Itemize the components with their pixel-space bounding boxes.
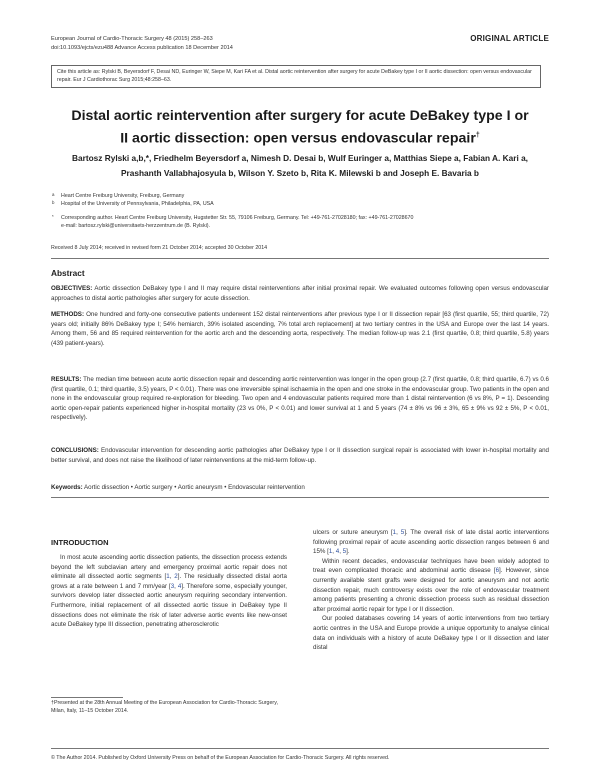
ref-link[interactable]: 5 — [400, 529, 405, 536]
ref-link[interactable]: 1 — [166, 573, 170, 581]
divider-footer — [51, 748, 549, 749]
corresponding-text: Corresponding author. Heart Centre Freiburg University, Hugstetter Str. 55, 79106 Freiburg, Germany. Tel: +49-761-27028180; fax: +49-761-27028670 — [61, 215, 414, 221]
ref-link[interactable]: 2 — [174, 573, 178, 581]
copyright-footer: © The Author 2014. Published by Oxford University Press on behalf of the European Association for Cardio-Thoracic Surgery. All rights reserved. — [51, 755, 390, 761]
intro-left-column — [51, 553, 287, 630]
footnote-divider — [51, 697, 123, 698]
article-title-text: Distal aortic reintervention after surgery for acute DeBakey type I or II aortic dissection: open versus endovascular repair — [71, 108, 529, 147]
ref-link[interactable]: 4 — [177, 582, 182, 590]
title-dagger: † — [475, 132, 480, 139]
author-line-2: Prashanth Vallabhajosyula b, Wilson Y. Szeto b, Rita K. Milewski b and Joseph E. Bavaria b — [120, 168, 480, 178]
intro-paragraph-3: Our pooled databases covering 14 years of aortic interventions from two tertiary aortic centres in the USA and Europe provide a unique opportunity to analyse clinical data on individuals with a history of acute DeBakey type I or II dissection and later distal — [313, 615, 549, 652]
conclusions-label: CONCLUSIONS: — [51, 447, 99, 454]
author-line-1: Bartosz Rylski a,b,*, Friedhelm Beyersdorf a, Nimesh D. Desai b, Wulf Euringer a, Matthias Siepe a, Fabian A. Kari a, — [71, 153, 528, 163]
received-dates: Received 8 July 2014; received in revised form 21 October 2014; accepted 30 October 2014 — [51, 245, 268, 251]
affiliation-b-text: Hospital of the University of Pennsylvania, Philadelphia, PA, USA — [61, 201, 214, 207]
ref-link[interactable]: 6 — [495, 567, 500, 575]
divider-abstract-end — [51, 497, 549, 498]
article-title — [70, 106, 530, 149]
keywords-text: Aortic dissection • Aortic surgery • Aortic aneurysm • Endovascular reintervention — [84, 484, 305, 491]
author-list — [58, 151, 542, 181]
intro-paragraph-1-cont: ulcers or suture aneurysm [1, 5]. The overall risk of late distal aortic interventions following proximal repair of acute ascending aortic dissection ranges between 6 and 15% [1, 4, 5]. — [313, 529, 549, 556]
journal-doi: doi:10.1093/ejcts/ezu488 Advance Access publication 18 December 2014 — [51, 45, 233, 51]
article-type-label: ORIGINAL ARTICLE — [470, 34, 549, 43]
corresponding-email-text[interactable]: e-mail: bartosz.rylski@universitaets-herzzentrum.de (B. Rylski). — [61, 223, 211, 229]
intro-right-column — [313, 528, 549, 653]
introduction-heading: INTRODUCTION — [51, 538, 109, 547]
affiliation-a-text: Heart Centre Freiburg University, Freiburg, Germany — [61, 193, 185, 199]
abstract-results — [51, 375, 549, 423]
intro-paragraph-2: Within recent decades, endovascular techniques have been widely adopted to treat even complicated thoracic and abdominal aortic disease [6]. However, since currently available stent grafts were designed for aortic aneurysm and not aortic dissection repair, much controversy exists over the role of endovascular treatment among patients presenting a chronic dissection process such as residual dissection after proximal aortic repair for type I or II dissection. — [313, 557, 549, 613]
corresponding-email[interactable] — [51, 222, 551, 230]
divider-top — [51, 258, 549, 259]
corresponding-author — [51, 214, 551, 222]
abstract-objectives — [51, 284, 549, 303]
journal-citation: European Journal of Cardio-Thoracic Surgery 48 (2015) 258–263 — [51, 36, 213, 42]
ref-link[interactable]: 1 — [392, 529, 397, 536]
keywords-label: Keywords: — [51, 484, 83, 491]
affiliation-a — [51, 192, 551, 200]
objectives-label: OBJECTIVES: — [51, 285, 93, 292]
footnote: †Presented at the 28th Annual Meeting of the European Association for Cardio-Thoracic Surgery, Milan, Italy, 11–15 October 2014. — [51, 700, 278, 714]
affiliations — [51, 192, 551, 230]
abstract-heading: Abstract — [51, 268, 85, 278]
abstract-conclusions — [51, 446, 549, 465]
ref-link[interactable]: 5 — [342, 548, 347, 556]
corresponding-mark: * — [52, 214, 54, 219]
keywords — [51, 484, 305, 491]
journal-info — [51, 35, 381, 53]
conclusions-text: Endovascular intervention for descending aortic pathologies after DeBakey type I or II dissection surgical repair is associated with lower in-hospital mortality and better survival, and does not raise the likelihood of later reinterventions at the mid-term follow-up. — [51, 447, 549, 464]
methods-label: METHODS: — [51, 311, 84, 318]
affiliation-b — [51, 200, 551, 208]
abstract-methods — [51, 310, 549, 348]
ref-link[interactable]: 4 — [335, 548, 340, 556]
ref-link[interactable]: 1 — [328, 548, 333, 556]
intro-paragraph-1: In most acute ascending aortic dissection patients, the dissection process extends beyond the left subclavian artery and emergency proximal aortic repair does not eliminate all dissected aortic segments [1, 2]. The residually dissected distal aorta grows at a rate between 1 and 7 mm/year [3, 4]. Therefore some, especially younger, survivors develop later dissected aortic aneurysm requiring secondary intervention. Furthermore, initial replacement of all dissected aortic tissue in DeBakey type II dissections does not eliminate the risk of later adverse aortic events like new-onset acute DeBakey type III dissection, penetrating atherosclerotic — [51, 554, 287, 629]
results-text: The median time between acute aortic dissection repair and descending aortic reintervention was longer in the open group (2.7 (first quartile, 0.8; third quartile, 6.7) vs 0.6 (first quartile, 0.1; third quartile, 3.5) years, P < 0.01). There was one irreversible spinal ischaemia in the open and one stroke in the endovascular group. Two patients in the open and none in the endovascular group required re-exploration for bleeding. Two open and 4 endovascular patients required more than 1 distal reintervention (6 vs 8%, P = 1). Descending aortic open-repair patients experienced higher in-hospital mortality (23 vs 0%, P < 0.01) and lower survival at 1 and 5 years (74 ± 8% vs 96 ± 3%, 65 ± 9% vs 92 ± 5%, P < 0.01, respectively). — [51, 376, 549, 422]
affiliation-b-mark: b — [52, 200, 55, 205]
objectives-text: Aortic dissection DeBakey type I and II may require distal reinterventions after initial proximal repair. We evaluated outcomes following open versus endovascular approaches to distal aortic pathologies after surgery for acute dissection. — [51, 285, 549, 302]
results-label: RESULTS: — [51, 376, 82, 383]
affiliation-a-mark: a — [52, 192, 55, 197]
methods-text: One hundred and forty-one consecutive patients underwent 152 distal reinterventions after previous type I or II dissection repair [63 (first quartile, 55; third quartile, 72) years old; initially 86% DeBakey type I; 54% hemiarch, 39% isolated ascending, 7% total arch replacement] at two tertiary centres in the USA and Europe over the last 14 years. Among them, 56 and 85 required reintervention for the aortic arch and the descending aorta, respectively. The median follow-up was 2.1 (first quartile, 0.8; third quartile, 5.8) years (439 patient-years). — [51, 311, 549, 347]
ref-link[interactable]: 3 — [170, 582, 175, 590]
cite-box: Cite this article as: Rylski B, Beyersdorf F, Desai ND, Euringer W, Siepe M, Kari FA et al. Distal aortic reintervention after surgery for acute DeBakey type I or II aortic dissection: open versus endovascular repair. Eur J Cardiothorac Surg 2015;48:258–63. — [51, 65, 541, 88]
